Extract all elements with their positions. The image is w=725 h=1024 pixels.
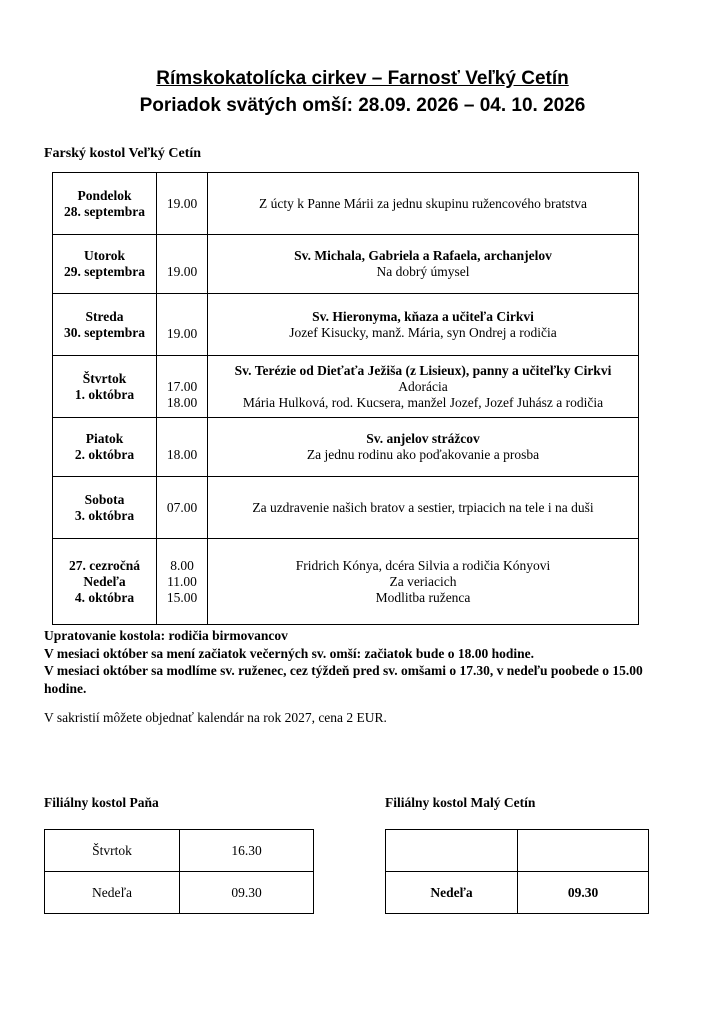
intention-line: Adorácia [398,378,448,394]
filial-maly-cetin-label: Filiálny kostol Malý Cetín [385,795,536,810]
day-cell [53,539,157,625]
time-cell [157,539,208,625]
time-line: 07.00 [166,499,198,515]
time-cell: 09.30 [180,872,314,914]
time-line: 19.00 [166,195,198,211]
intention-line: Za veriacich [389,573,457,589]
intention-line: Modlitba ruženca [375,589,471,605]
time-cell: 16.30 [180,830,314,872]
intention-cell [208,235,639,294]
time-line: 15.00 [166,589,198,605]
time-line: 18.00 [166,447,198,462]
day-line: 3. októbra [74,507,135,523]
intention-line: Z úcty k Panne Márii za jednu skupinu ružencového bratstva [258,195,588,211]
day-cell: Štvrtok [45,830,180,872]
day-cell: Nedeľa [45,872,180,914]
announcements [44,627,684,697]
table-row [53,539,639,625]
feast-title: Sv. Terézie od Dieťaťa Ježiša (z Lisieux), panny a učiteľky Cirkvi [234,362,612,378]
filial-maly-cetin-table [385,829,649,914]
time-line: 19.00 [166,264,198,279]
intention-cell [208,294,639,356]
day-line: Pondelok [77,187,132,203]
note-rosary: V mesiaci október sa modlíme sv. ruženec, cez týždeň pred sv. omšami o 17.30, v nedeľu poobede o 15.00 hodine. [44,663,643,696]
day-line: 4. októbra [74,589,135,605]
note-evening-mass: V mesiaci október sa mení začiatok večerných sv. omší: začiatok bude o 18.00 hodine. [44,645,534,661]
intention-cell [208,173,639,235]
filial-pana-label: Filiálny kostol Paňa [44,795,159,810]
table-row [53,294,639,356]
day-cell: Nedeľa [386,872,518,914]
time-cell [157,235,208,294]
table-row [53,418,639,477]
intention-cell [208,477,639,539]
intention-line: Na dobrý úmysel [376,264,470,279]
day-line: Štvrtok [82,370,127,386]
day-line: Sobota [84,491,125,507]
feast-title: Sv. Michala, Gabriela a Rafaela, archanjelov [294,248,552,263]
time-cell [157,294,208,356]
intention-line: Za uzdravenie našich bratov a sestier, trpiacich na tele i na duši [252,499,594,515]
intention-cell [208,539,639,625]
time-line: 18.00 [166,395,198,410]
day-cell [53,356,157,418]
table-row [53,477,639,539]
time-line: 19.00 [166,326,198,341]
day-cell [53,173,157,235]
intention-line: Za jednu rodinu ako poďakovanie a prosba [306,447,540,462]
time-cell: 09.30 [518,872,649,914]
day-line: 27. cezročná [69,557,140,573]
time-line: 8.00 [170,557,194,573]
intention-cell [208,356,639,418]
day-line: 2. októbra [74,447,135,462]
day-cell [53,235,157,294]
day-line: Utorok [83,248,125,263]
day-line: 1. októbra [74,386,135,402]
table-row [53,235,639,294]
table-row [45,830,314,872]
main-church-label: Farský kostol Veľký Cetín [44,146,202,161]
time-cell [157,477,208,539]
time-cell [157,418,208,477]
intention-line: Fridrich Kónya, dcéra Silvia a rodičia Kónyovi [295,557,551,573]
time-cell [157,173,208,235]
intention-line: Jozef Kisucky, manž. Mária, syn Ondrej a rodičia [289,324,557,340]
filial-pana-table [44,829,314,914]
calendar-note: V sakristií môžete objednať kalendár na rok 2027, cena 2 EUR. [44,710,387,725]
day-line: Nedeľa [83,573,126,589]
day-cell [53,294,157,356]
note-cleaning: Upratovanie kostola: rodičia birmovancov [44,628,288,643]
table-row [386,872,649,914]
feast-title: Sv. Hieronyma, kňaza a učiteľa Cirkvi [312,308,534,324]
intention-cell [208,418,639,477]
day-cell [53,418,157,477]
day-line: Streda [85,308,124,324]
table-row [45,872,314,914]
day-line: Piatok [85,431,124,446]
intention-line: Mária Hulková, rod. Kucsera, manžel Jozef, Jozef Juhász a rodičia [242,394,604,410]
day-cell [53,477,157,539]
time-line: 17.00 [166,379,198,394]
parish-title: Rímskokatolícka cirkev – Farnosť Veľký Cetín [156,68,569,89]
day-line: 28. septembra [64,203,145,219]
time-line: 11.00 [167,573,197,589]
table-row [53,173,639,235]
main-schedule-table [52,172,639,625]
feast-title: Sv. anjelov strážcov [366,431,480,446]
table-row [386,830,649,872]
day-line: 30. septembra [64,324,145,340]
schedule-title: Poriadok svätých omší: 28.09. 2026 – 04. 10. 2026 [139,95,586,116]
time-cell [518,830,649,872]
day-line: 29. septembra [64,264,145,279]
time-cell [157,356,208,418]
table-row [53,356,639,418]
day-cell [386,830,518,872]
